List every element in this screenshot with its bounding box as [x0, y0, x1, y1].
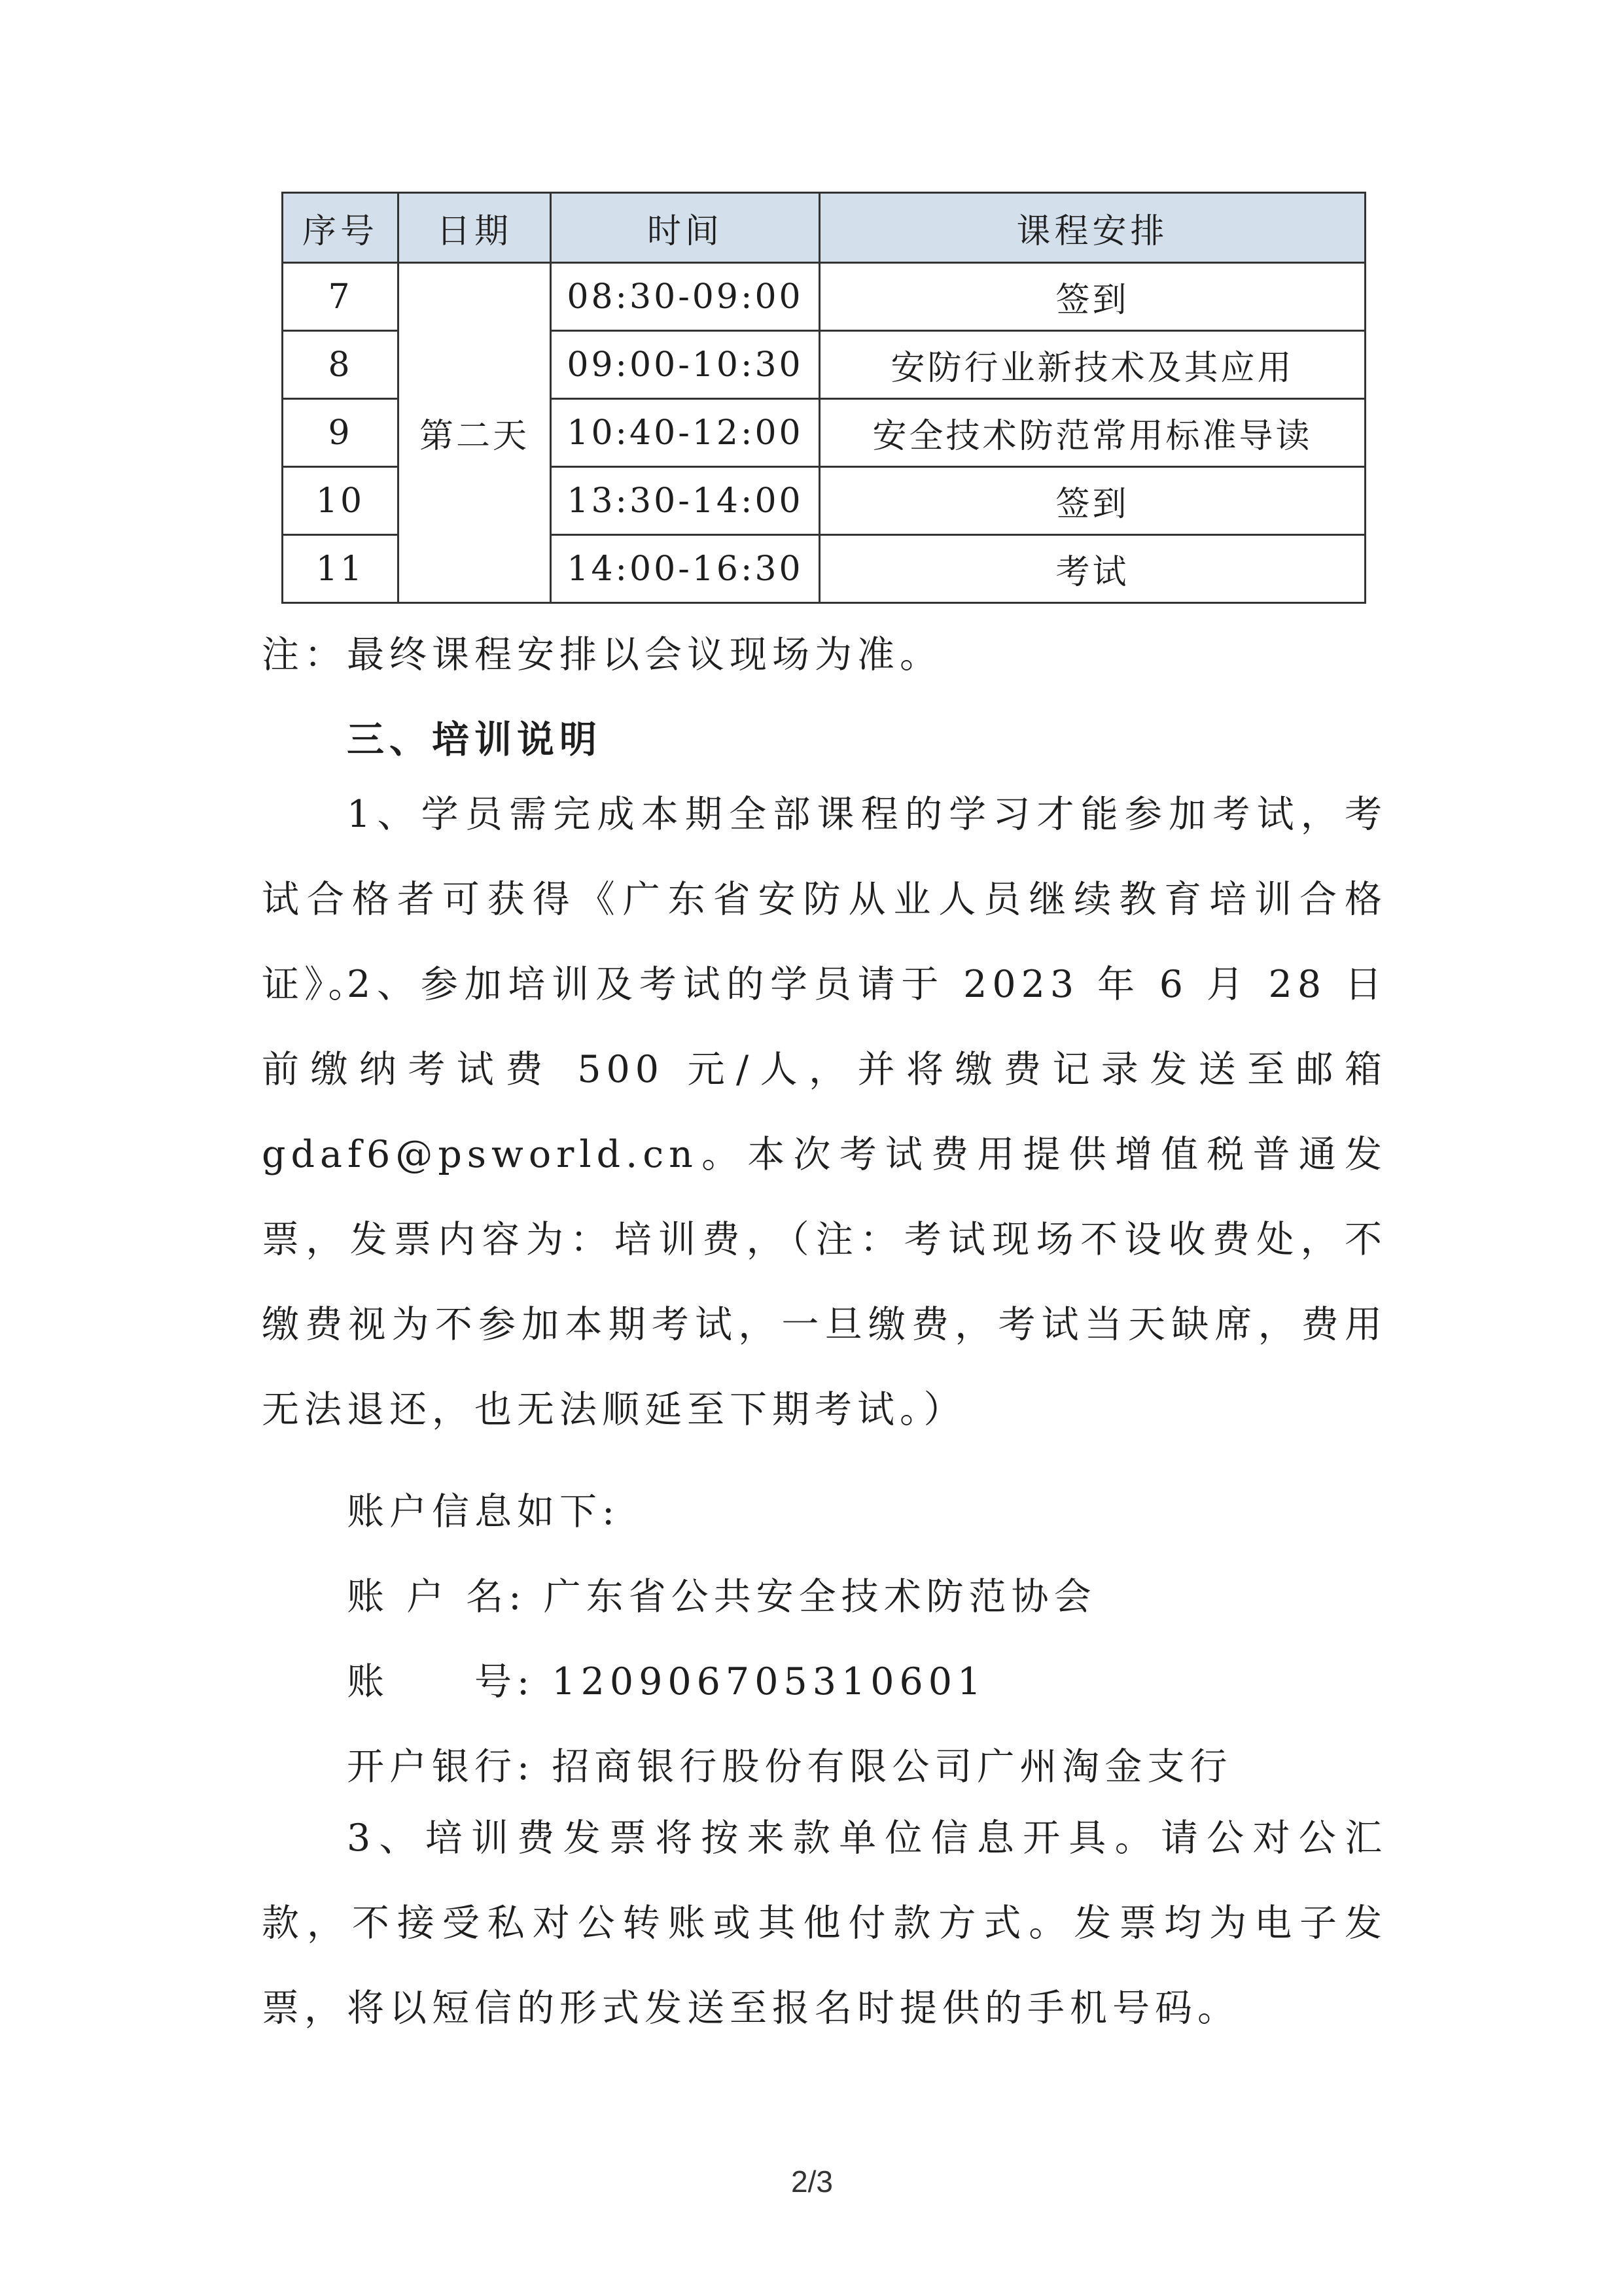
header-serial: 序号: [283, 193, 398, 263]
page-number: 2/3: [791, 2165, 833, 2199]
account-bank-value: 招商银行股份有限公司广州淘金支行: [552, 1745, 1233, 1788]
account-bank-label: 开户银行:: [347, 1745, 535, 1788]
account-number-value: 120906705310601: [552, 1660, 987, 1703]
header-date: 日期: [398, 193, 551, 263]
paragraph-item-1: 1、学员需完成本期全部课程的学习才能参加考试，考试合格者可获得《广东省安防从业人员继续教育培训合格证》。: [262, 793, 1387, 1006]
row-serial: 11: [283, 535, 398, 603]
row-time: 08:30-09:00: [551, 263, 820, 331]
account-intro: 账户信息如下:: [347, 1490, 620, 1533]
section-heading: 三、培训说明: [347, 718, 602, 761]
account-number-label: 账 号:: [347, 1660, 535, 1703]
row-time: 14:00-16:30: [551, 535, 820, 603]
paragraph-item-2: 2、参加培训及考试的学员请于 2023 年 6 月 28 日前缴纳考试费 500 元/人，并将缴费记录发送至邮箱gdaf6@psworld.cn。本次考试费用提供增值税普通发票，发票内容为：培训费，（注：考试现场不设收费处，不缴费视为不参加本期考试，一旦缴费，考试当天缺席，费用无法退还，也无法顺延至下期考试。）: [262, 963, 1387, 1431]
table-row: [283, 263, 1366, 331]
table-header-row: [283, 193, 1366, 263]
paragraph-item-3: 3、培训费发票将按来款单位信息开具。请公对公汇款，不接受私对公转账或其他付款方式。发票均为电子发票，将以短信的形式发送至报名时提供的手机号码。: [262, 1817, 1387, 2030]
schedule-table: [281, 192, 1366, 604]
row-time: 09:00-10:30: [551, 331, 820, 399]
day-cell: 第二天: [398, 263, 551, 603]
row-course: 签到: [820, 263, 1366, 331]
account-name-value: 广东省公共安全技术防范协会: [543, 1575, 1097, 1618]
row-serial: 8: [283, 331, 398, 399]
row-course: 考试: [820, 535, 1366, 603]
row-course: 签到: [820, 467, 1366, 535]
row-time: 10:40-12:00: [551, 399, 820, 467]
row-serial: 7: [283, 263, 398, 331]
account-bank-line: [347, 1737, 1232, 1790]
account-name-line: [347, 1567, 1097, 1620]
row-course: 安防行业新技术及其应用: [820, 331, 1366, 399]
account-name-label: 账 户 名:: [347, 1575, 527, 1618]
header-course: 课程安排: [820, 193, 1366, 263]
row-time: 13:30-14:00: [551, 467, 820, 535]
row-serial: 9: [283, 399, 398, 467]
schedule-note: 注：最终课程安排以会议现场为准。: [262, 633, 942, 676]
account-number-line: [347, 1652, 986, 1705]
header-time: 时间: [551, 193, 820, 263]
row-serial: 10: [283, 467, 398, 535]
row-course: 安全技术防范常用标准导读: [820, 399, 1366, 467]
